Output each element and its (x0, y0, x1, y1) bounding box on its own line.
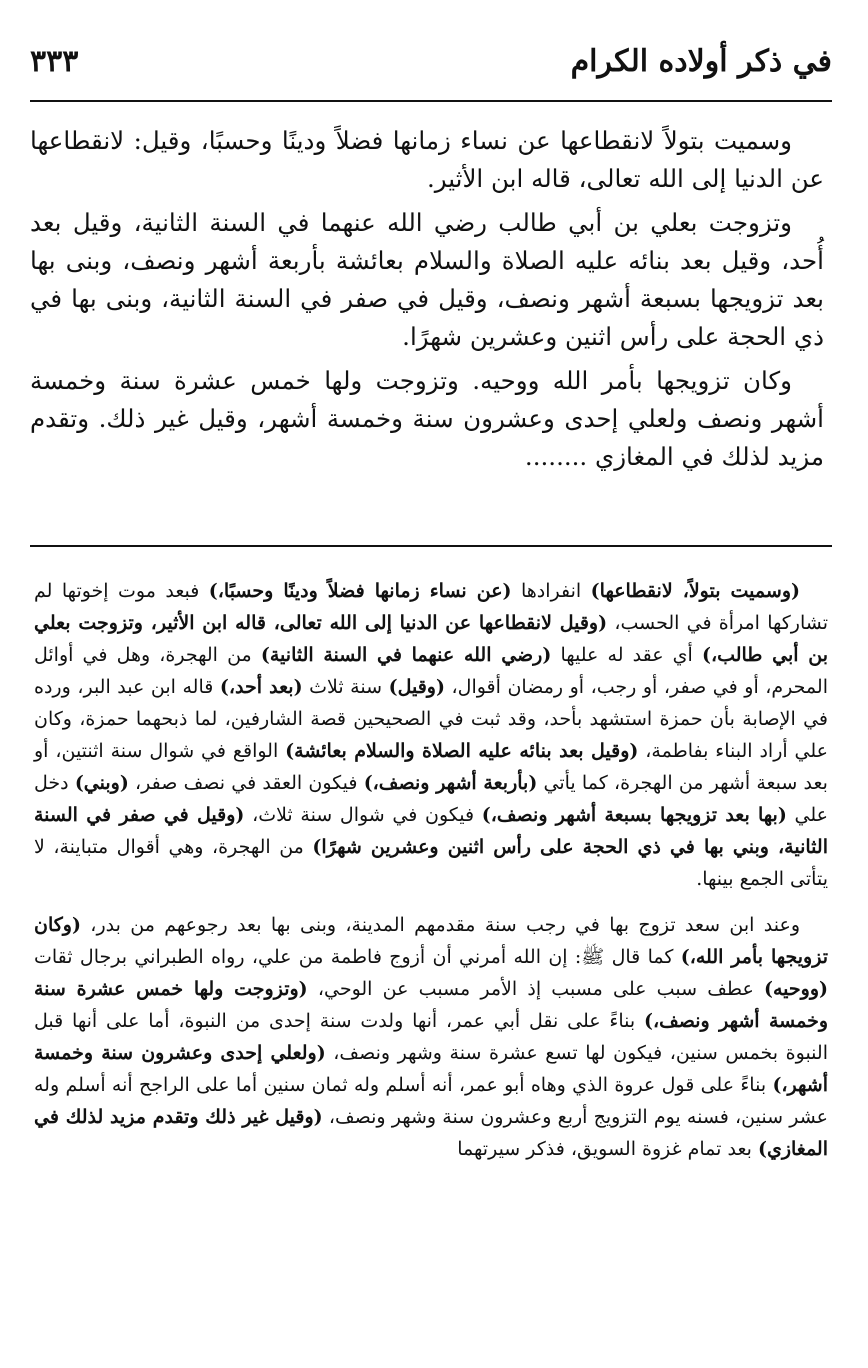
commentary-divider (30, 545, 832, 547)
commentary-paragraph-1: (وسميت بتولاً، لانقطاعها) انفرادها (عن نساء زمانها فضلاً ودينًا وحسبًا،) فبعد موت إخوتها لم تشاركها امرأة في الحسب، (وقيل لانقطاعها عن الدنيا إلى الله تعالى، قاله ابن الأثير، وتزوجت بعلي بن أبي طالب،) أي عقد له عليها (رضي الله عنهما في السنة الثانية) من الهجرة، وهل في أوائل المحرم، أو في صفر، أو رجب، أو رمضان أقوال، (وقيل) سنة ثلاث (بعد أحد،) قاله ابن عبد البر، ورده في الإصابة بأن حمزة استشهد بأحد، وقد ثبت في الصحيحين قصة الشارفين، لما ذبحهما حمزة، وكان علي أراد البناء بفاطمة، (وقيل بعد بنائه عليه الصلاة والسلام بعائشة) الواقع في شوال سنة اثنتين، أو بعد سبعة أشهر من الهجرة، كما يأتي (بأربعة أشهر ونصف،) فيكون العقد في نصف صفر، (وبني) دخل علي (بها بعد تزويجها بسبعة أشهر ونصف،) فيكون في شوال سنة ثلاث، (وقيل في صفر في السنة الثانية، وبني بها في ذي الحجة على رأس اثنين وعشرين شهرًا) من الهجرة، وهي أقوال متباينة، لا يتأتى الجمع بينها. (34, 580, 829, 890)
main-text-paragraph-1: وسميت بتولاً لانقطاعها عن نساء زمانها فضلاً ودينًا وحسبًا، وقيل: لانقطاعها عن الدنيا إلى الله تعالى، قاله ابن الأثير. (30, 126, 824, 193)
page-number: ٣٣٣ (30, 44, 79, 79)
main-text-paragraph-3: وكان تزويجها بأمر الله ووحيه. وتزوجت ولها خمس عشرة سنة وخمسة أشهر ونصف ولعلي إحدى وعشرون سنة وخمسة أشهر، وقيل غير ذلك. وتقدم مزيد لذلك في المغازي ........ (30, 366, 824, 471)
running-title: في ذكر أولاده الكرام (570, 44, 832, 79)
main-text-paragraph-2: وتزوجت بعلي بن أبي طالب رضي الله عنهما في السنة الثانية، وقيل بعد أُحد، وقيل بعد بنائه عليه الصلاة والسلام بعائشة بأربعة أشهر ونصف، وبنى بها بعد تزويجها بسبعة أشهر ونصف، وقيل في صفر في السنة الثانية، وبنى بها في ذي الحجة على رأس اثنين وعشرين شهرًا. (30, 208, 824, 351)
main-text (30, 122, 824, 482)
commentary-text (34, 575, 828, 1179)
commentary-paragraph-2: وعند ابن سعد تزوج بها في رجب سنة مقدمهم المدينة، وبنى بها بعد رجوعهم من بدر، (وكان تزويجها بأمر الله،) كما قال ﷺ: إن الله أمرني أن أزوج فاطمة من علي، رواه الطبراني برجال ثقات (ووحيه) عطف سبب على مسبب إذ الأمر مسبب عن الوحي، (وتزوجت ولها خمس عشرة سنة وخمسة أشهر ونصف،) بناءً على نقل أبي عمر، أنها ولدت سنة إحدى من النبوة، أما على أنها قبل النبوة بخمس سنين، فيكون لها تسع عشرة سنة وشهر ونصف، (ولعلي إحدى وعشرون سنة وخمسة أشهر،) بناءً على قول عروة الذي وهاه أبو عمر، أنه أسلم وله ثمان سنين أما على الراجح أنه أسلم وله عشر سنين، فسنه يوم التزويج أربع وعشرون سنة وشهر ونصف، (وقيل غير ذلك وتقدم مزيد لذلك في المغازي) بعد تمام غزوة السويق، فذكر سيرتهما (34, 914, 828, 1160)
header-rule (30, 100, 832, 102)
page-header (30, 42, 832, 92)
